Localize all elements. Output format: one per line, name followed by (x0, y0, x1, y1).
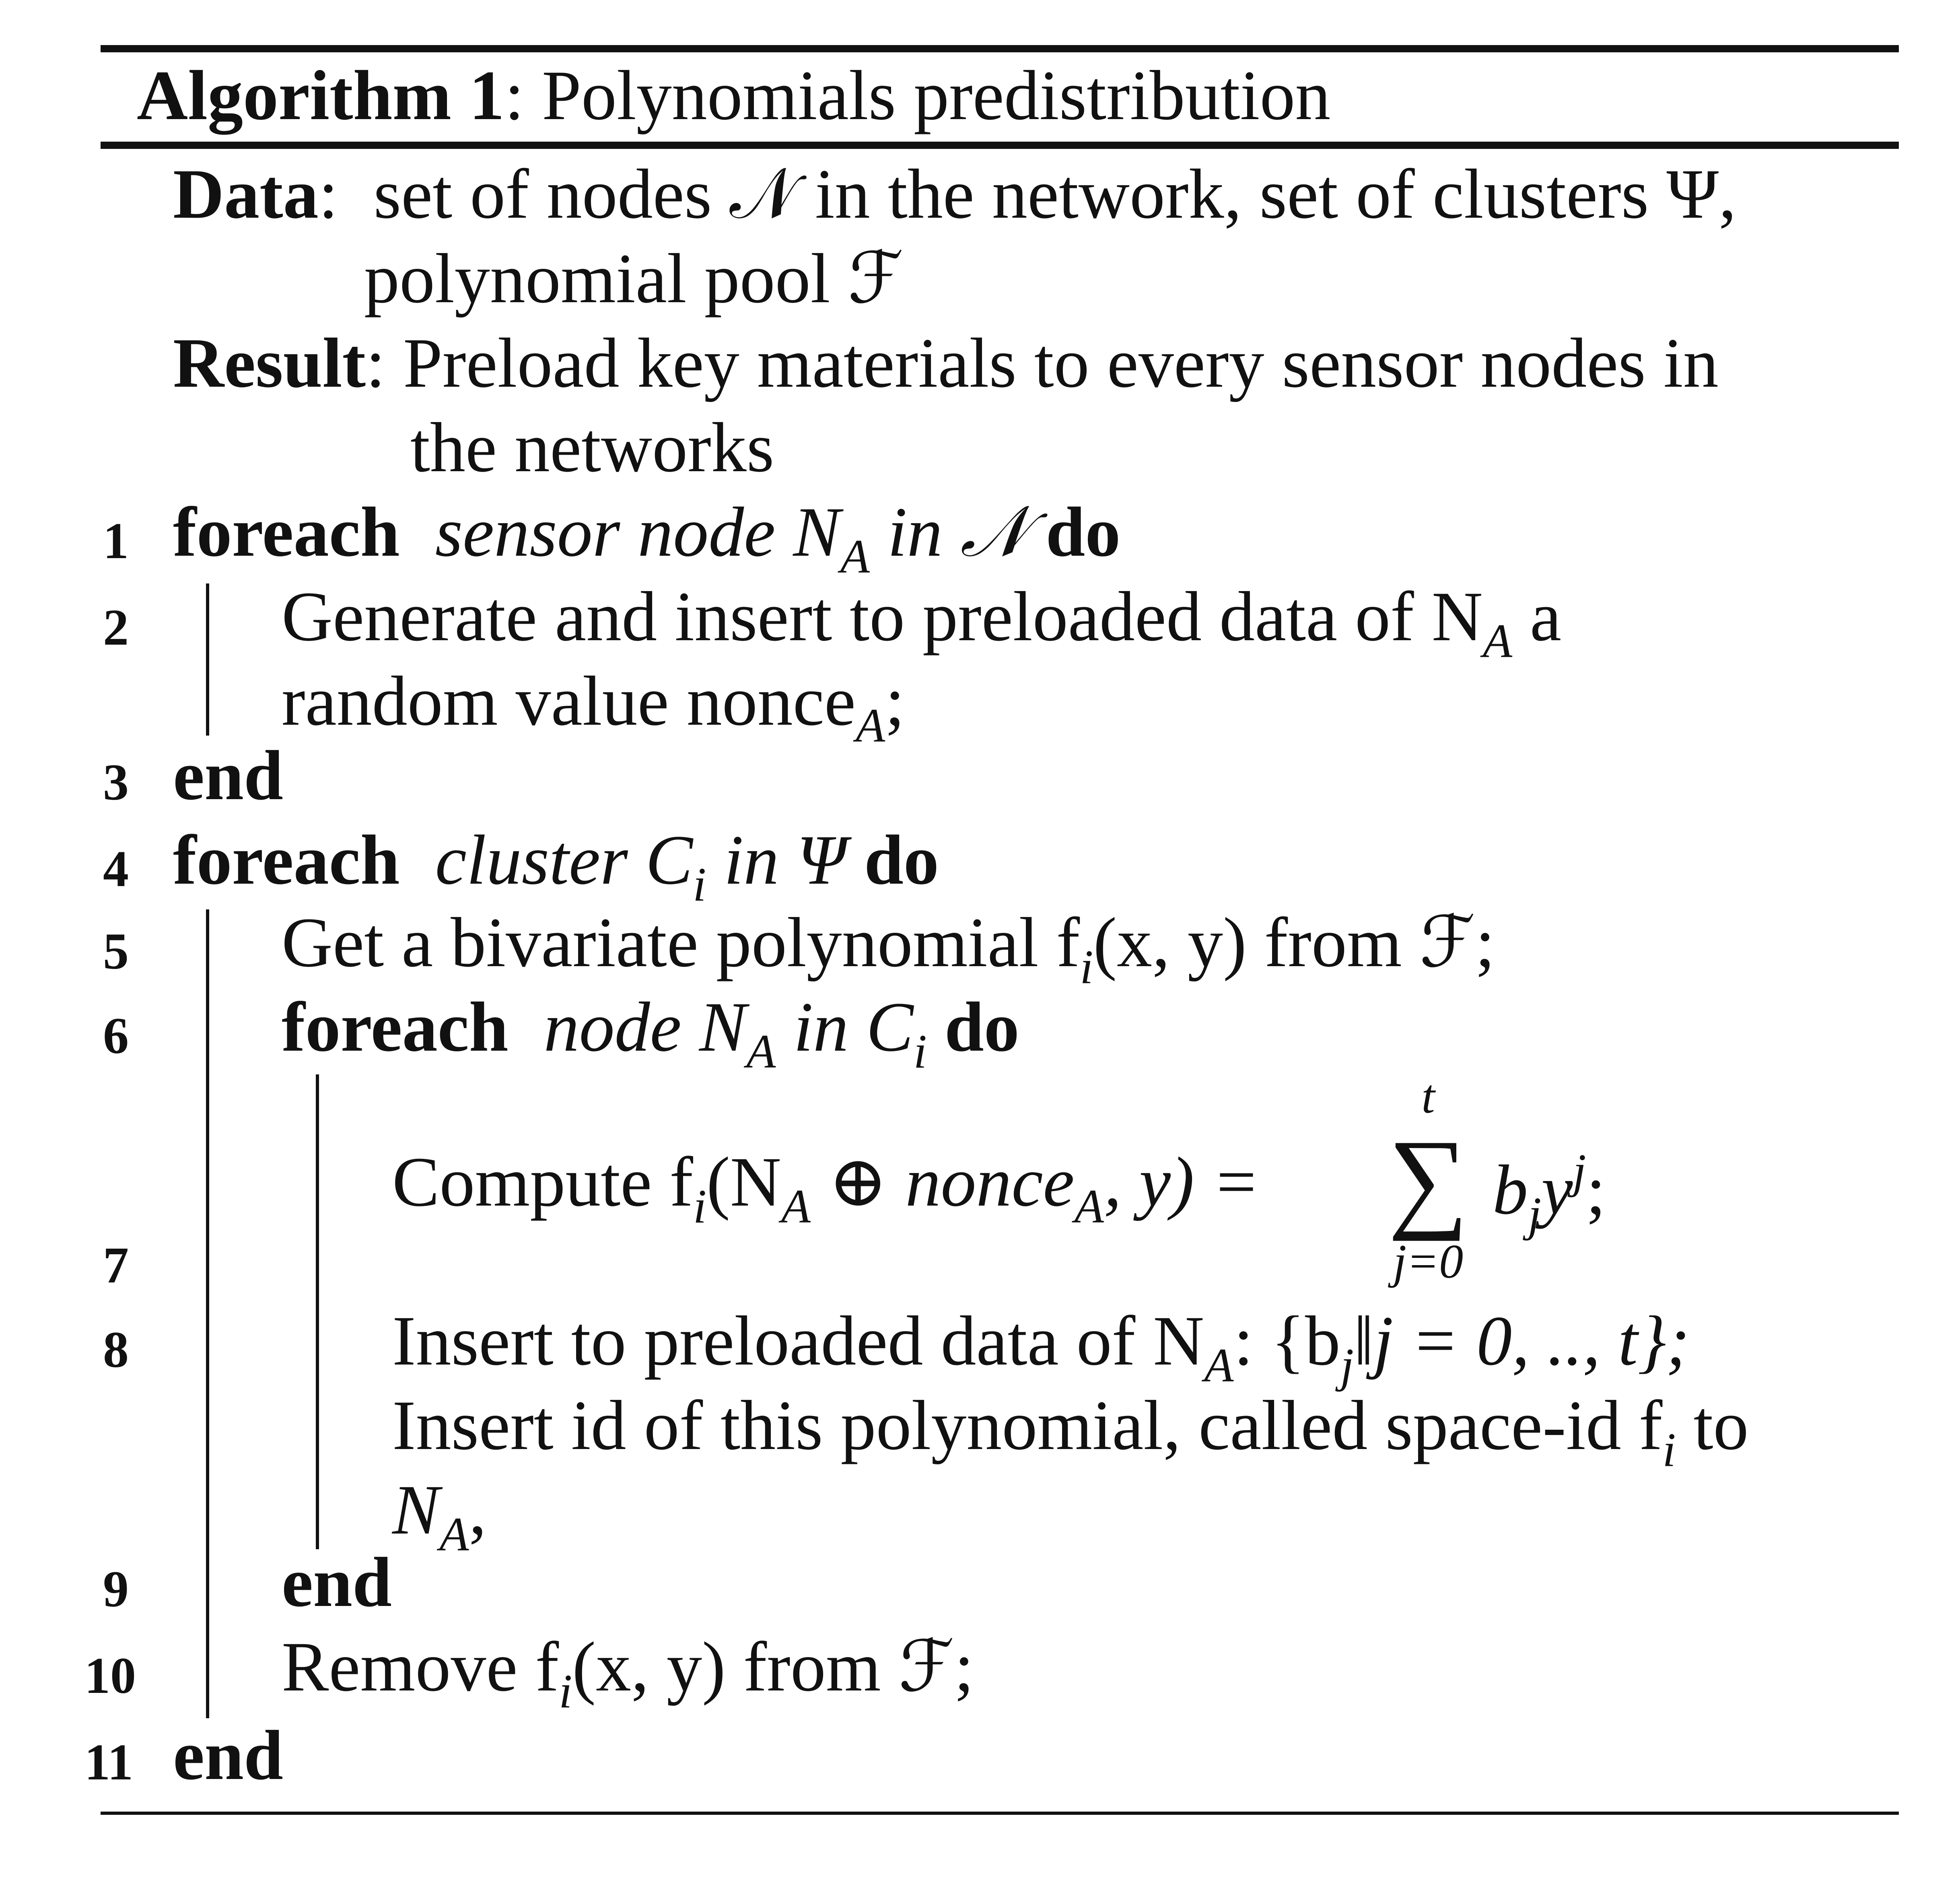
line-8b-text: Insert id of this polynomial, called space-id f (392, 1386, 1663, 1465)
end-keyword: end (173, 736, 283, 815)
line-7-text: Compute f (392, 1143, 693, 1221)
line-number-9: 9 (103, 1560, 129, 1618)
line-7-y-superscript: j (1573, 1144, 1586, 1198)
line-number-10: 10 (84, 1647, 136, 1704)
block-bar-1 (206, 583, 209, 736)
data-row-2 (364, 239, 904, 318)
line-8c-subscript: A (439, 1507, 469, 1561)
line-number-11: 11 (84, 1734, 133, 1791)
result-text-2: the networks (410, 408, 774, 487)
line-8b-tail: to (1676, 1386, 1749, 1465)
foreach-keyword: foreach (173, 493, 400, 571)
line-8b (392, 1386, 1749, 1476)
result-row-1: Result: Preload key materials to every sensor nodes in (173, 324, 1719, 402)
line-2b (282, 662, 905, 752)
line-8-text: Insert to preloaded data of N (392, 1302, 1204, 1380)
line-10 (282, 1628, 974, 1718)
line-7 (392, 1143, 1260, 1233)
title-rule (101, 142, 1899, 149)
summation (1368, 1070, 1489, 1288)
sum-upper-limit: t (1421, 1070, 1435, 1123)
line-number-7: 7 (103, 1237, 129, 1294)
data-keyword: Data (173, 155, 319, 233)
line-1-in: in 𝒩 (869, 493, 1028, 571)
line-number-2: 2 (103, 599, 129, 656)
foreach-keyword-2: foreach (173, 821, 400, 899)
line-7-b-subscript: j (1528, 1187, 1542, 1241)
line-7-rhs (1493, 1144, 1606, 1241)
line-10-subscript: i (559, 1664, 572, 1718)
do-keyword: do (1046, 493, 1121, 571)
line-number-3: 3 (103, 754, 129, 811)
line-10-tail: (x, y) from ℱ; (572, 1628, 974, 1706)
line-number-8: 8 (103, 1321, 129, 1378)
line-6-in: in C (776, 988, 914, 1066)
line-number-5: 5 (103, 923, 129, 980)
line-4-in: in Ψ (706, 821, 846, 899)
line-7-b: b (1493, 1150, 1528, 1229)
line-8b-subscript: i (1662, 1422, 1676, 1476)
data-text-2: polynomial pool ℱ (364, 239, 904, 318)
line-number-4: 4 (103, 840, 129, 897)
line-2-subscript: A (1482, 614, 1512, 668)
line-4-condition: cluster C (435, 821, 693, 899)
end-keyword-3: end (173, 1716, 283, 1795)
line-1-condition: sensor node N (435, 493, 840, 571)
title-separator: : (504, 56, 525, 135)
algorithm-label: Algorithm 1 (137, 56, 505, 135)
line-6-condition: node N (544, 988, 747, 1066)
result-text-1: Preload key materials to every sensor nodes in (403, 324, 1719, 402)
line-5-subscript: i (1080, 940, 1093, 994)
data-row-1: Data: set of nodes 𝒩 in the network, set of clusters Ψ, (173, 155, 1737, 233)
line-number-6: 6 (103, 1007, 129, 1064)
line-6 (282, 988, 1019, 1078)
top-rule (101, 45, 1899, 52)
line-2b-end: ; (885, 662, 905, 740)
line-4-subscript: i (693, 857, 706, 911)
line-2a (282, 577, 1562, 668)
line-3 (173, 736, 283, 815)
algorithm-title (137, 56, 1331, 135)
line-5 (282, 903, 1495, 994)
line-1-subscript: A (840, 529, 870, 583)
line-8-set: : {b (1233, 1302, 1340, 1380)
block-bar-2 (206, 909, 209, 1718)
do-keyword-2: do (864, 821, 939, 899)
do-keyword-3: do (944, 988, 1019, 1066)
line-8-cond: ‖j = 0, .., t}; (1354, 1302, 1690, 1380)
line-2-text-b: random value nonce (282, 662, 856, 740)
line-7-end: ; (1586, 1150, 1606, 1229)
algorithm-name: Polynomials predistribution (542, 56, 1331, 135)
line-8 (392, 1302, 1690, 1392)
line-2-text: Generate and insert to preloaded data of N (282, 577, 1483, 656)
line-1 (173, 493, 1121, 583)
line-5-text: Get a bivariate polynomial f (282, 903, 1080, 982)
bottom-rule (101, 1812, 1899, 1815)
line-11 (173, 1716, 283, 1795)
line-2b-subscript: A (856, 698, 885, 752)
line-9 (282, 1543, 392, 1622)
line-10-text: Remove f (282, 1628, 559, 1706)
foreach-keyword-3: foreach (282, 988, 509, 1066)
line-6-subscript-2: i (913, 1024, 927, 1078)
block-bar-3 (316, 1074, 319, 1549)
line-8-subscript-2: j (1340, 1338, 1354, 1392)
line-2-tail: a (1512, 577, 1562, 656)
line-4 (173, 821, 939, 911)
line-8c (392, 1471, 487, 1561)
line-7-subscript-2: A (781, 1179, 811, 1233)
end-keyword-2: end (282, 1543, 392, 1622)
line-7-y: y (1541, 1150, 1573, 1229)
line-7-subscript-3: A (1074, 1179, 1104, 1233)
result-row-2 (410, 408, 774, 487)
line-7-subscript: i (693, 1179, 707, 1233)
data-text-1: set of nodes 𝒩 in the network, set of clusters Ψ, (373, 155, 1737, 233)
line-7-paren: (N (706, 1143, 781, 1221)
line-6-subscript: A (746, 1024, 776, 1078)
line-7-eq: , y) = (1104, 1143, 1260, 1221)
sum-symbol: ∑ (1388, 1116, 1468, 1241)
line-8c-tail: , (469, 1471, 487, 1549)
line-8c-text: N (392, 1471, 440, 1549)
line-5-tail: (x, y) from ℱ; (1093, 903, 1495, 982)
line-7-nonce: ⊕ nonce (811, 1143, 1075, 1221)
line-8-subscript: A (1204, 1338, 1234, 1392)
line-number-1: 1 (103, 512, 129, 569)
result-keyword: Result (173, 324, 366, 402)
sum-lower-limit: j=0 (1393, 1235, 1464, 1288)
